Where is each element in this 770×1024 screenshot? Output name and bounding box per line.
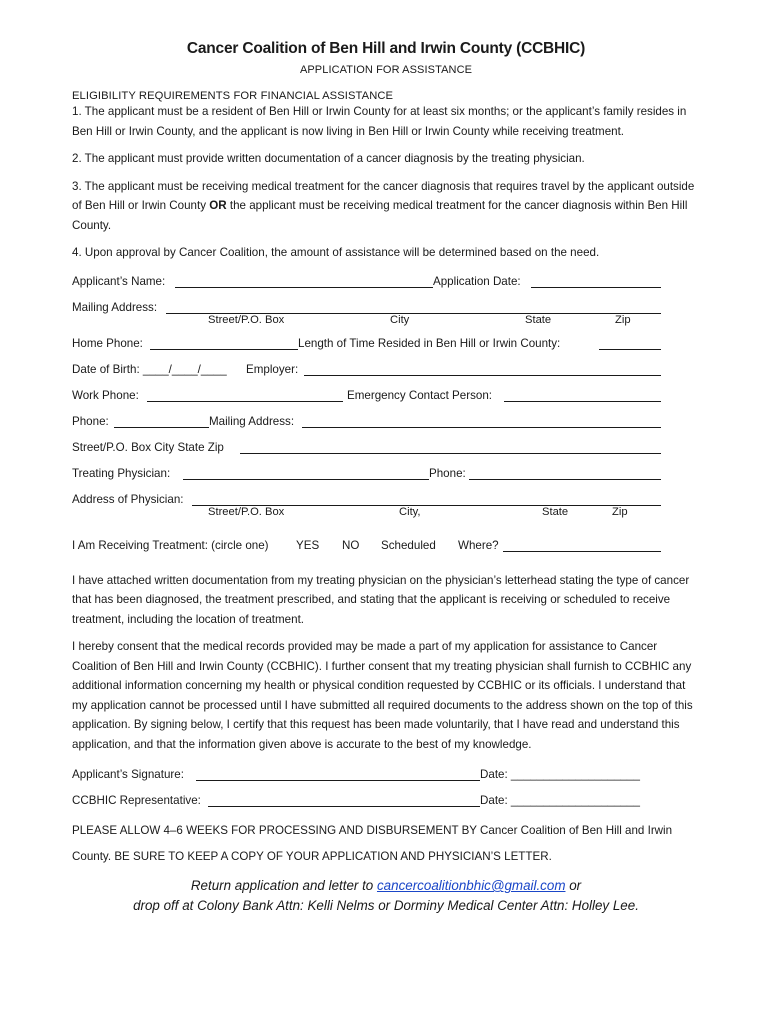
row-street-city-state-zip (72, 435, 700, 461)
eligibility-heading: ELIGIBILITY REQUIREMENTS FOR FINANCIAL ASSISTANCE (72, 90, 394, 102)
date-of-birth-label[interactable]: Date of Birth: ____/____/____ (72, 362, 227, 376)
processing-notice: PLEASE ALLOW 4–6 WEEKS FOR PROCESSING AND DISBURSEMENT BY Cancer Coalition of Ben Hill and Irwin County. BE SURE TO KEEP A COPY OF YOUR APPLICATION AND PHYSICIAN’S LETTER. (72, 824, 673, 863)
item-3-part-a: 3. The applicant must be receiving medical treatment for the cancer diagnosis that requires travel by the applicant outside of Ben Hill or Irwin County (72, 179, 695, 212)
physician-phone-field[interactable] (469, 479, 661, 480)
city-sublabel: City (390, 313, 410, 326)
applicant-name-field[interactable] (175, 287, 433, 288)
row-date-of-birth (72, 357, 700, 383)
application-date-field[interactable] (531, 287, 661, 288)
employer-label: Employer: (246, 362, 299, 376)
row-home-phone (72, 331, 700, 357)
row-representative-signature (72, 788, 700, 814)
eligibility-item-3 (72, 177, 700, 236)
street-city-state-zip-label: Street/P.O. Box City State Zip (72, 440, 224, 454)
physician-street-sublabel: Street/P.O. Box (208, 505, 285, 518)
phone-label: Phone: (72, 414, 109, 428)
applicant-name-label: Applicant’s Name: (72, 274, 166, 288)
row-applicant-name (72, 269, 700, 295)
length-of-time-label: Length of Time Resided in Ben Hill or Irwin County: (298, 336, 561, 350)
where-field[interactable] (503, 551, 661, 552)
physician-state-sublabel: State (542, 505, 569, 518)
return-suffix: or (565, 878, 582, 893)
return-line-2: drop off at Colony Bank Attn: Kelli Nelms or Dorminy Medical Center Attn: Holley Lee. (133, 898, 639, 913)
email-link[interactable]: cancercoalitionbhic@gmail.com (376, 878, 566, 893)
eligibility-item-4: 4. Upon approval by Cancer Coalition, the amount of assistance will be determined based on the need. (72, 246, 600, 259)
row-applicant-signature (72, 762, 700, 788)
zip-sublabel: Zip (615, 313, 631, 326)
return-prefix: Return application and letter to (190, 878, 377, 893)
street-po-sublabel: Street/P.O. Box (208, 313, 285, 326)
length-of-time-field[interactable] (599, 349, 661, 350)
row-receiving-treatment (72, 533, 700, 559)
home-phone-label: Home Phone: (72, 336, 143, 350)
option-scheduled[interactable]: Scheduled (381, 538, 436, 552)
treating-physician-field[interactable] (183, 479, 429, 480)
physician-city-sublabel: City, (399, 505, 421, 518)
where-label: Where? (458, 538, 499, 552)
row-phone (72, 409, 700, 435)
representative-signature-field[interactable] (208, 806, 480, 807)
applicant-signature-date[interactable]: Date: ____________________ (480, 768, 640, 781)
home-phone-field[interactable] (150, 349, 298, 350)
consent-statement: I hereby consent that the medical records provided may be made a part of my application for assistance to Cancer Coalition of Ben Hill and Irwin County (CCBHIC). I further consent that my treating physician shall furnish to CCBHIC any additional information concerning my health or physical condition requested by CCBHIC or its officials. I understand that my application cannot be processed until I have submitted all required documents to the address shown on the top of this application. By signing below, I certify that this request has been made voluntarily, that I have read and understand this application, and that the information given above is accurate to the best of my knowledge. (72, 640, 693, 751)
form-subtitle: APPLICATION FOR ASSISTANCE (299, 64, 473, 76)
application-form (72, 40, 700, 916)
eligibility-item-2: 2. The applicant must provide written documentation of a cancer diagnosis by the treating physician. (72, 152, 585, 165)
receiving-treatment-label: I Am Receiving Treatment: (circle one) (72, 538, 269, 552)
address-of-physician-label: Address of Physician: (72, 492, 184, 506)
row-work-phone (72, 383, 700, 409)
state-sublabel: State (525, 313, 552, 326)
row-treating-physician (72, 461, 700, 487)
mailing-address-2-field[interactable] (302, 427, 661, 428)
emergency-contact-field[interactable] (504, 401, 661, 402)
work-phone-label: Work Phone: (72, 388, 139, 402)
physician-phone-label: Phone: (429, 466, 466, 480)
page-title: Cancer Coalition of Ben Hill and Irwin County (CCBHIC) (186, 40, 586, 57)
attached-documentation-statement: I have attached written documentation from my treating physician on the physician’s letterhead stating the type of cancer that has been diagnosed, the treatment prescribed, and stating that the applicant is receiving or scheduled to receive treatment, including the location of treatment. (72, 573, 690, 626)
representative-signature-date[interactable]: Date: ____________________ (480, 794, 640, 807)
emergency-contact-label: Emergency Contact Person: (347, 388, 492, 402)
eligibility-item-1: 1. The applicant must be a resident of Ben Hill or Irwin County for at least six months; or the applicant’s family resides in Ben Hill or Irwin County, and the applicant is now living in Ben Hill or Irwin County while receiving treatment. (72, 105, 687, 138)
row-physician-address-sublabels (72, 505, 700, 523)
option-yes[interactable]: YES (296, 538, 320, 552)
street-city-state-zip-field[interactable] (240, 453, 661, 454)
work-phone-field[interactable] (147, 401, 343, 402)
employer-field[interactable] (304, 375, 661, 376)
return-instructions (72, 876, 700, 916)
mailing-address-2-label: Mailing Address: (209, 414, 295, 428)
treating-physician-label: Treating Physician: (72, 466, 171, 480)
application-date-label: Application Date: (433, 274, 521, 288)
item-3-or: OR (209, 199, 227, 212)
representative-label: CCBHIC Representative: (72, 794, 201, 807)
option-no[interactable]: NO (342, 538, 360, 552)
applicant-signature-label: Applicant’s Signature: (72, 768, 184, 781)
mailing-address-label: Mailing Address: (72, 300, 158, 314)
applicant-signature-field[interactable] (196, 780, 480, 781)
phone-field[interactable] (114, 427, 209, 428)
row-address-sublabels (72, 313, 700, 331)
item-3-part-b: the applicant must be receiving medical treatment for the cancer diagnosis within Ben Hill County. (72, 199, 688, 232)
physician-zip-sublabel: Zip (612, 505, 628, 518)
return-line-1 (72, 876, 700, 896)
